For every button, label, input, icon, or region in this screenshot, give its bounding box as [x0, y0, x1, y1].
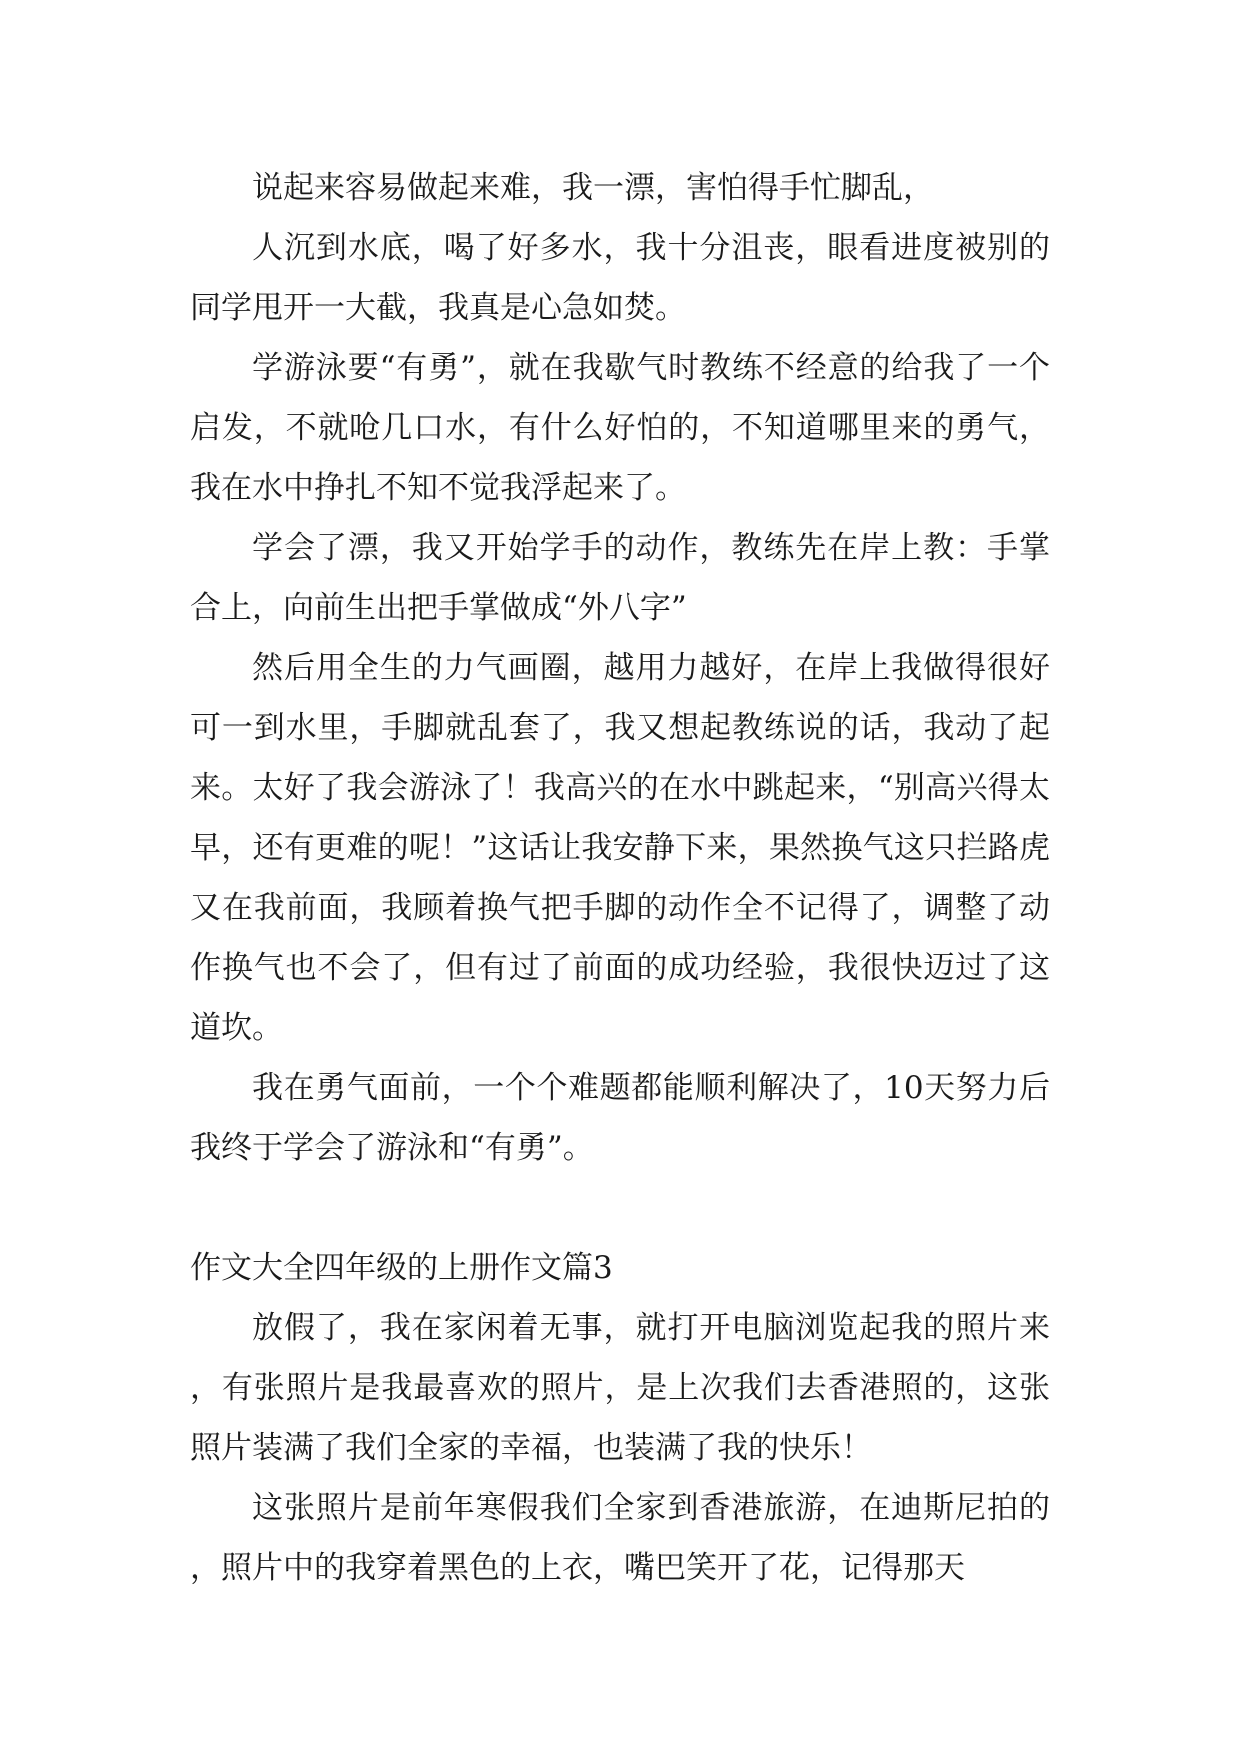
- paragraph: 说起来容易做起来难，我一漂，害怕得手忙脚乱，: [252, 170, 934, 206]
- paragraph: 这张照片是前年寒假我们全家到香港旅游，在迪斯尼拍的，照片中的我穿着黑色的上衣，嘴巴笑开了花，记得那天: [190, 1490, 1050, 1586]
- section-heading: 作文大全四年级的上册作文篇3: [190, 1250, 613, 1286]
- paragraph: 放假了，我在家闲着无事，就打开电脑浏览起我的照片来，有张照片是我最喜欢的照片，是上次我们去香港照的，这张照片装满了我们全家的幸福，也装满了我的快乐！: [190, 1310, 1050, 1466]
- document-body: [190, 158, 1050, 1598]
- paragraph: 学游泳要“有勇”，就在我歇气时教练不经意的给我了一个启发，不就呛几口水，有什么好怕的，不知道哪里来的勇气，我在水中挣扎不知不觉我浮起来了。: [190, 350, 1050, 506]
- paragraph: 然后用全生的力气画圈，越用力越好，在岸上我做得很好可一到水里，手脚就乱套了，我又想起教练说的话，我动了起来。太好了我会游泳了！我高兴的在水中跳起来，“别高兴得太早，还有更难的呢！”这话让我安静下来，果然换气这只拦路虎又在我前面，我顾着换气把手脚的动作全不记得了，调整了动作换气也不会了，但有过了前面的成功经验，我很快迈过了这道坎。: [190, 650, 1050, 1046]
- paragraph: 我在勇气面前，一个个难题都能顺利解决了，10天努力后我终于学会了游泳和“有勇”。: [190, 1070, 1050, 1166]
- paragraph: 学会了漂，我又开始学手的动作，教练先在岸上教：手掌合上，向前生出把手掌做成“外八字”: [190, 530, 1050, 626]
- paragraph: 人沉到水底，喝了好多水，我十分沮丧，眼看进度被别的同学甩开一大截，我真是心急如焚。: [190, 230, 1050, 326]
